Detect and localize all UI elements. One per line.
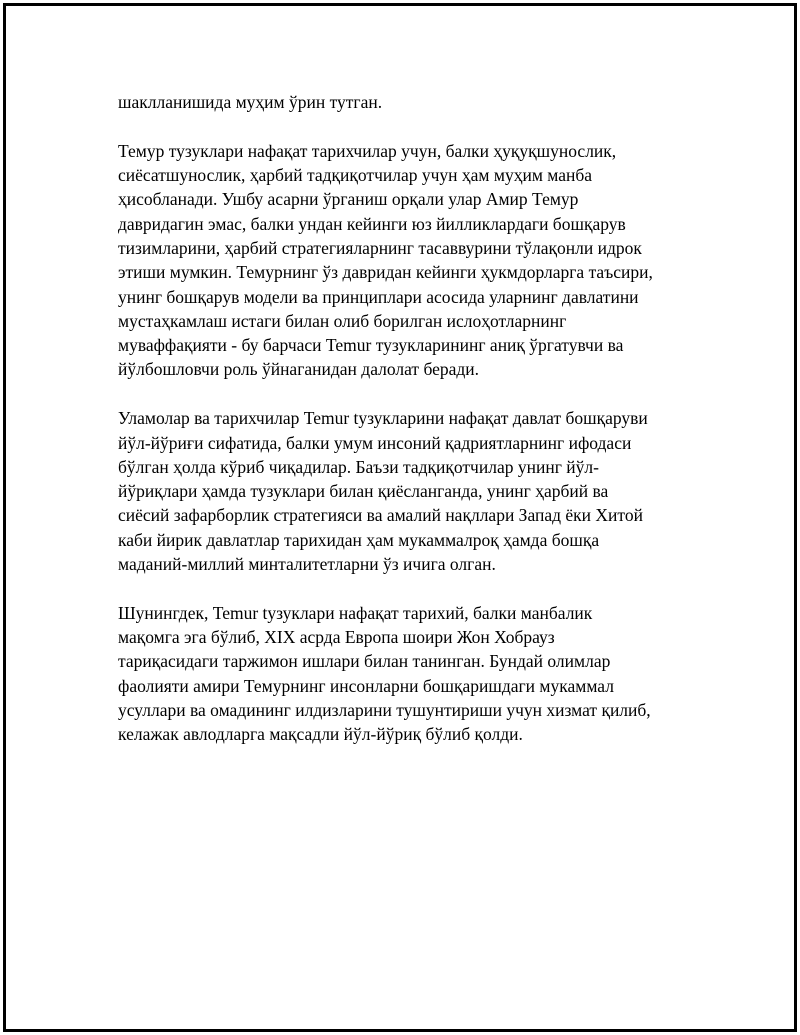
text-line: каби йирик давлатлар тарихидан ҳам мукаммалроқ ҳамда бошқа: [118, 529, 600, 550]
text-line: тизимларини, ҳарбий стратегияларнинг тасаввурини тўлақонли идрок: [118, 237, 642, 258]
paragraph: [118, 601, 698, 747]
paragraph: [118, 406, 698, 576]
paragraph: [118, 139, 698, 382]
text-line: мақомга эга бўлиб, XIX асрда Европа шоири Жон Хобрауз: [118, 627, 555, 648]
text-line: сиёсий зафарборлик стратегияси ва амалий нақллари Запад ёки Хитой: [118, 505, 643, 526]
text-line: йўлбошловчи роль ўйнаганидан далолат беради.: [118, 359, 480, 380]
text-line: йўриқлари ҳамда тузуклари билан қиёсланганда, унинг ҳарбий ва: [118, 481, 609, 502]
text-line: унинг бошқарув модели ва принциплари асосида уларнинг давлатини: [118, 286, 639, 307]
text-line: ҳисобланади. Ушбу асарни ўрганиш орқали улар Амир Темур: [118, 189, 579, 210]
text-line: Темур тузуклари нафақат тарихчилар учун, балки ҳуқуқшунослик,: [118, 140, 617, 161]
text-line: Уламолар ва тарихчилар Temur tузукларини нафақат давлат бошқаруви: [118, 408, 648, 429]
text-line: маданий-миллий минталитетларни ўз ичига олган.: [118, 554, 496, 575]
text-line: бўлган ҳолда кўриб чиқадилар. Баъзи тадқиқотчилар унинг йўл-: [118, 456, 599, 477]
text-line: давридагин эмас, балки ундан кейинги юз йилликлардаги бошқарув: [118, 213, 626, 234]
text-line: келажак авлодларга мақсадли йўл-йўриқ бўлиб қолди.: [118, 724, 523, 745]
text-line: усуллари ва омадининг илдизларини тушунтириши учун хизмат қилиб,: [118, 700, 651, 721]
paragraph: [118, 90, 698, 114]
text-line: сиёсатшунослик, ҳарбий тадқиқотчилар учун ҳам муҳим манба: [118, 165, 593, 186]
text-line: этиши мумкин. Темурнинг ўз давридан кейинги ҳукмдорларга таъсири,: [118, 262, 653, 283]
document-body: [118, 90, 698, 771]
text-line: муваффақияти - бу барчаси Temur тузукларининг аниқ ўргатувчи ва: [118, 335, 624, 356]
text-line: тариқасидаги таржимон ишлари билан танинган. Бундай олимлар: [118, 651, 611, 672]
text-line: шаклланишида муҳим ўрин тутган.: [118, 92, 383, 112]
text-line: фаолияти амири Темурнинг инсонларни бошқаришдаги мукаммал: [118, 675, 614, 696]
text-line: мустаҳкамлаш истаги билан олиб борилган ислоҳотларнинг: [118, 310, 567, 331]
text-line: йўл-йўриғи сифатида, балки умум инсоний қадриятларнинг ифодаси: [118, 432, 632, 453]
text-line: Шунингдек, Temur tузуклари нафақат тарихий, балки манбалик: [118, 602, 593, 623]
